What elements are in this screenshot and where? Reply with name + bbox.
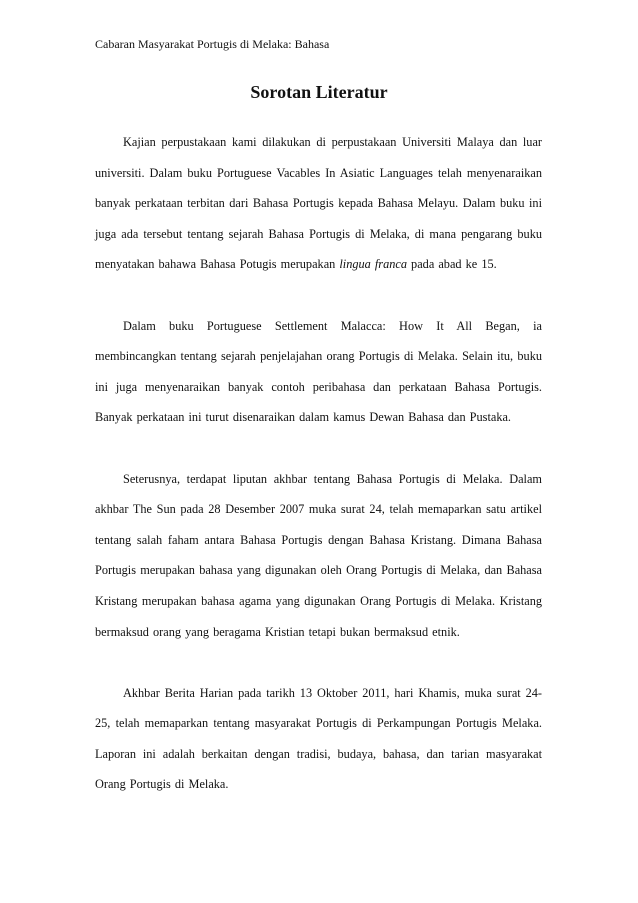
italic-term-lingua-franca: lingua franca (339, 257, 407, 272)
section-title: Sorotan Literatur (250, 82, 388, 102)
running-header: Cabaran Masyarakat Portugis di Melaka: Bahasa (95, 37, 330, 51)
paragraph-3: Seterusnya, terdapat liputan akhbar tentang Bahasa Portugis di Melaka. Dalam akhbar The Sun pada 28 Desember 2007 muka surat 24, telah memaparkan satu artikel tentang salah faham antara Bahasa Portugis dengan Bahasa Kristang. Dimana Bahasa Portugis merupakan bahasa yang digunakan oleh Orang Portugis di Melaka, dan Bahasa Kristang merupakan bahasa agama yang digunakan Orang Portugis di Melaka. Kristang bermaksud orang yang beragama Kristian tetapi bukan bermaksud etnik. (95, 471, 542, 639)
paragraph-1-text-end: pada abad ke 15. (406, 257, 497, 272)
paragraph-2: Dalam buku Portuguese Settlement Malacca: How It All Began, ia membincangkan tentang sejarah penjelajahan orang Portugis di Melaka. Selain itu, buku ini juga menyenaraikan banyak contoh peribahasa dan perkataan Bahasa Portugis. Banyak perkataan ini turut disenaraikan dalam kamus Dewan Bahasa dan Pustaka. (95, 318, 542, 425)
body-text (95, 127, 542, 800)
paragraph-1 (95, 127, 542, 280)
paragraph-1-text: Kajian perpustakaan kami dilakukan di perpustakaan Universiti Malaya dan luar universiti. Dalam buku Portuguese Vacables In Asiatic Languages telah menyenaraikan banyak perkataan terbitan dari Bahasa Portugis kepada Bahasa Melayu. Dalam buku ini juga ada tersebut tentang sejarah Bahasa Portugis di Melaka, di mana pengarang buku menyatakan bahawa Bahasa Potugis merupakan (95, 135, 542, 272)
paragraph-4: Akhbar Berita Harian pada tarikh 13 Oktober 2011, hari Khamis, muka surat 24-25, telah memaparkan tentang masyarakat Portugis di Perkampungan Portugis Melaka. Laporan ini adalah berkaitan dengan tradisi, budaya, bahasa, dan tarian masyarakat Orang Portugis di Melaka. (95, 685, 542, 792)
